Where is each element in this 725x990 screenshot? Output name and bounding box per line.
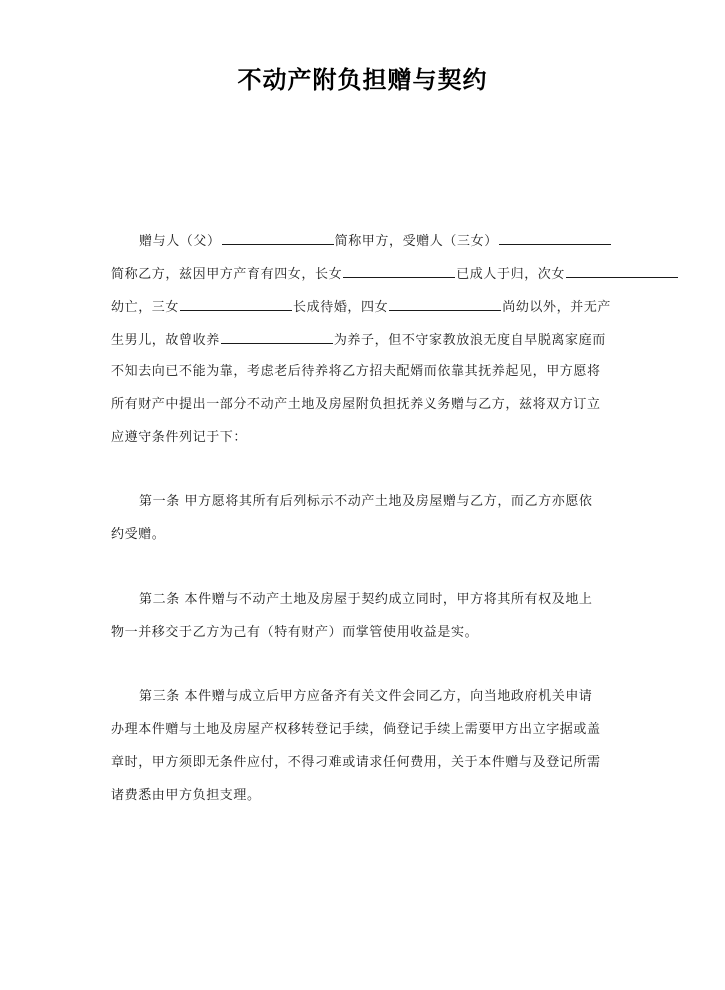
document-title: 不动产附负担赠与契约 [237,65,488,94]
intro-line-5: 不知去向已不能为靠，考虑老后待养将乙方招夫配婿而依靠其抚养起见，甲方愿将 [111,364,601,379]
intro-text: 幼亡，三女 [111,300,180,315]
article-1-line-2: 约受赠。 [111,527,166,542]
article-3-line-4: 诸费悉由甲方负担支理。 [111,788,261,803]
intro-line-3 [111,297,611,317]
article-3-line-3: 章时，甲方须即无条件应付，不得刁难或请求任何费用，关于本件赠与及登记所需 [111,755,601,770]
fill-blank-third-daughter [180,297,292,311]
intro-text: 赠与人（父） [139,234,221,249]
intro-line-4 [111,330,606,350]
fill-blank-second-daughter [566,264,678,278]
article-3-line-1: 第三条 本件赠与成立后甲方应备齐有关文件会同乙方，向当地政府机关申请 [139,689,593,704]
fill-blank-adopted-son [221,330,333,344]
intro-text: 已成人于归，次女 [456,267,566,282]
intro-line-1 [139,231,612,251]
article-2-line-1: 第二条 本件赠与不动产土地及房屋于契约成立同时，甲方将其所有权及地上 [139,592,593,607]
article-2-line-2: 物一并移交于乙方为己有（特有财产）而掌管使用收益是实。 [111,625,479,640]
fill-blank-eldest-daughter [343,264,455,278]
fill-blank-fourth-daughter [389,297,501,311]
intro-line-6: 所有财产中提出一部分不动产土地及房屋附负担抚养义务赠与乙方，兹将双方订立 [111,397,601,412]
intro-line-7: 应遵守条件列记于下： [111,430,248,445]
intro-line-2 [111,264,679,284]
intro-text: 简称乙方，兹因甲方产育有四女，长女 [111,267,343,282]
intro-text: 简称甲方，受赠人（三女） [334,234,498,249]
intro-text: 尚幼以外，并无产 [502,300,612,315]
article-1-line-1: 第一条 甲方愿将其所有后列标示不动产土地及房屋赠与乙方，而乙方亦愿依 [139,494,593,509]
fill-blank-donee [499,231,611,245]
fill-blank-donor [222,231,334,245]
intro-text: 为养子，但不守家教放浪无度自早脱离家庭而 [333,333,606,348]
intro-text: 生男儿，故曾收养 [111,333,220,348]
intro-text: 长成待婚，四女 [293,300,389,315]
article-3-line-2: 办理本件赠与土地及房屋产权移转登记手续，倘登记手续上需要甲方出立字据或盖 [111,722,601,737]
